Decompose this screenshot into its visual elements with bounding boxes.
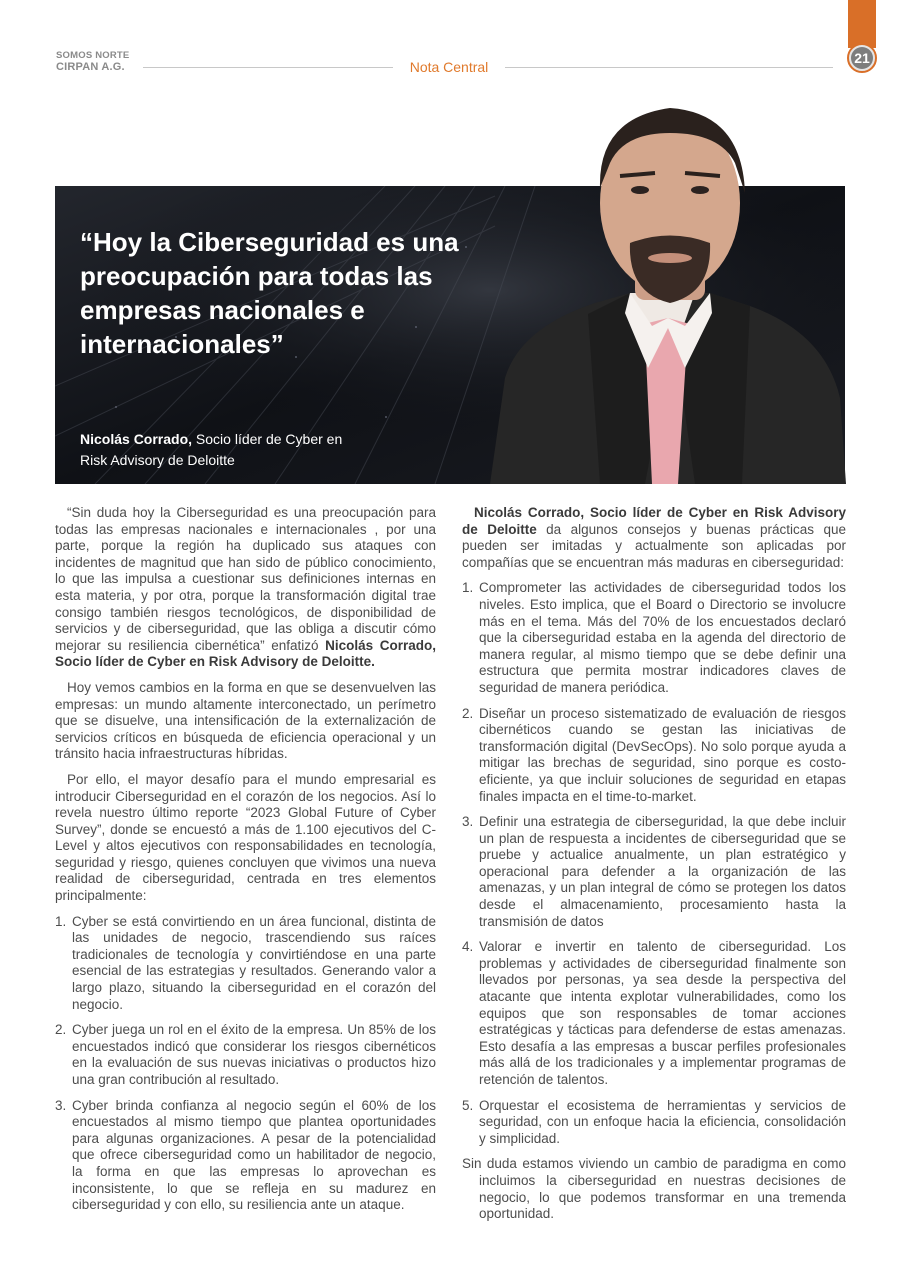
list-item-text: Cyber se está convirtiendo en un área funcional, distinta de las unidades de negocio, trascendiendo sus raíces tradicionales de tecnología y convirtiéndose en una parte esencial de las estrategias y resultados. Generando valor a largo plazo, situando la ciberseguridad en el corazón del negocio. xyxy=(72,913,436,1012)
masthead-line-1: SOMOS NORTE xyxy=(56,50,130,61)
list-item-text: Valorar e invertir en talento de ciberseguridad. Los problemas y actividades de ciberseguridad finalmente son llevados por personas, ya sea desde la perspectiva del atacante que intenta explotar vulnerabilidades, como los equipos que son responsables de tomar acciones estratégicas y tácticas para defenderse de estas amenazas. Esto desafía a las empresas a buscar perfiles profesionales más allá de los tradicionales y a implementar programas de retención de talentos. xyxy=(479,939,846,1087)
list-item-number: 3. xyxy=(462,814,474,830)
list-item xyxy=(462,580,846,696)
list-item xyxy=(462,814,846,930)
list-item xyxy=(55,1098,436,1214)
list-item-number: 2. xyxy=(462,705,474,721)
trends-list xyxy=(55,914,436,1214)
intro-paragraph xyxy=(462,505,846,571)
masthead-line-2: CIRPAN A.G. xyxy=(56,61,125,73)
closing-paragraph: Sin duda estamos viviendo un cambio de paradigma en como incluimos la ciberseguridad en nuestras decisiones de negocio, lo que podemos transformar en una tremenda oportunidad. xyxy=(462,1156,846,1222)
hero-caption xyxy=(80,429,380,471)
list-item-number: 2. xyxy=(55,1022,67,1038)
list-item xyxy=(462,706,846,806)
paragraph-3: Por ello, el mayor desafío para el mundo empresarial es introducir Ciberseguridad en el corazón de los negocios. Así lo revela nuestro último reporte “2023 Global Future of Cyber Survey”, donde se encuestó a más de 1.100 ejecutivos del C-Level y altos ejecutivos con responsabilidades en tecnología, seguridad y riesgo, quienes concluyen que vivimos una nueva realidad de ciberseguridad, centrada en tres elementos principalmente: xyxy=(55,771,436,904)
caption-role-line-1: Socio líder de Cyber en xyxy=(192,431,343,447)
recommendations-list xyxy=(462,580,846,1147)
article-column-left xyxy=(55,505,436,1223)
section-label: Nota Central xyxy=(409,59,489,75)
page-tab xyxy=(848,0,876,48)
paragraph-1 xyxy=(55,505,436,671)
paragraph-1-text: “Sin duda hoy la Ciberseguridad es una preocupación para todas las empresas nacionales e internacionales , por una parte, porque la región ha duplicado sus ataques con incidentes de magnitud que han sido de público conocimiento, lo que las impulsa a cuestionar sus definiciones internas en esta materia, y por otra, porque la transformación digital trae consigo también riesgos tecnológicos, de disponibilidad de servicios y de ciberseguridad, que las obliga a discutir cómo mejorar su resiliencia cibernética” enfatizó xyxy=(55,505,436,653)
list-item xyxy=(462,1098,846,1148)
header-rule-right xyxy=(505,67,833,68)
page-number: 21 xyxy=(851,47,873,69)
list-item xyxy=(462,939,846,1088)
list-item-text: Cyber brinda confianza al negocio según el 60% de los encuestados al mismo tiempo que plantea oportunidades para algunas organizaciones. A pesar de la potencialidad que ofrece ciberseguridad como un habilitador de negocio, la forma en que las empresas lo aprovechan es inconsistente, lo que se refleja en su madurez en ciberseguridad y con ello, su resiliencia ante un ataque. xyxy=(72,1097,436,1213)
list-item xyxy=(55,1022,436,1088)
magazine-masthead xyxy=(56,50,129,74)
caption-role-line-2: Risk Advisory de Deloitte xyxy=(80,452,235,468)
list-item-text: Cyber juega un rol en el éxito de la empresa. Un 85% de los encuestados indicó que considerar los riesgos cibernéticos en la evaluación de sus nuevas iniciativas o productos hizo una gran contribución al resultado. xyxy=(72,1022,436,1087)
list-item-text: Orquestar el ecosistema de herramientas y servicios de seguridad, con un enfoque hacia la eficiencia, consolidación y simplicidad. xyxy=(479,1097,846,1146)
hero-quote: “Hoy la Ciberseguridad es una preocupación para todas las empresas nacionales e internacionales” xyxy=(80,227,459,359)
list-item-number: 1. xyxy=(55,913,67,929)
article-column-right xyxy=(462,505,846,1232)
list-item-text: Comprometer las actividades de ciberseguridad todos los niveles. Esto implica, que el Board o Directorio se involucre más en el tema. Más del 70% de los encuestados declaró que la ciberseguridad estaba en la agenda del directorio de manera regular, al mismo tiempo que se debe definir una estructura que permita mostrar indicadores claves de seguridad de manera periódica. xyxy=(479,580,846,695)
page-number-badge xyxy=(847,43,877,73)
list-item-text: Diseñar un proceso sistematizado de evaluación de riesgos cibernéticos cuando se gestan las iniciativas de transformación digital (DevSecOps). No solo porque ayuda a mitigar las brechas de seguridad, sino porque es costo-eficiente, ya que incluir soluciones de seguridad en etapas finales impacta en el time-to-market. xyxy=(479,705,846,804)
paragraph-2: Hoy vemos cambios en la forma en que se desenvuelven las empresas: un mundo altamente interconectado, un perímetro que se disuelve, una intensificación de la externalización de servicios críticos en búsqueda de eficiencia operacional y un tránsito hacia infraestructuras híbridas. xyxy=(55,679,436,762)
list-item-number: 4. xyxy=(462,939,474,955)
paragraph-1-attribution: Nicolás Corrado, Socio líder de Cyber en Risk Advisory de Deloitte. xyxy=(55,637,436,670)
list-item-number: 1. xyxy=(462,580,474,596)
list-item xyxy=(55,914,436,1014)
portrait-photo xyxy=(480,78,846,484)
list-item-number: 5. xyxy=(462,1097,474,1113)
list-item-text: Definir una estrategia de ciberseguridad, la que debe incluir un plan de respuesta a incidentes de ciberseguridad que se pruebe y actualice anualmente, un plan estratégico y operacional para defender a la organización de las amenazas, y un plan integral de cómo se protegen los datos desde el almacenamiento, procesamiento hasta la transmisión de datos xyxy=(479,814,846,929)
caption-name: Nicolás Corrado, xyxy=(80,431,193,447)
header-rule-left xyxy=(143,67,393,68)
intro-text: da algunos consejos y buenas prácticas que pueden ser imitadas y actualmente son aplicadas por compañías que se encuentran más maduras en ciberseguridad: xyxy=(462,521,846,570)
list-item-number: 3. xyxy=(55,1097,67,1113)
intro-attribution: Nicolás Corrado, Socio líder de Cyber en Risk Advisory de Deloitte xyxy=(462,505,846,537)
